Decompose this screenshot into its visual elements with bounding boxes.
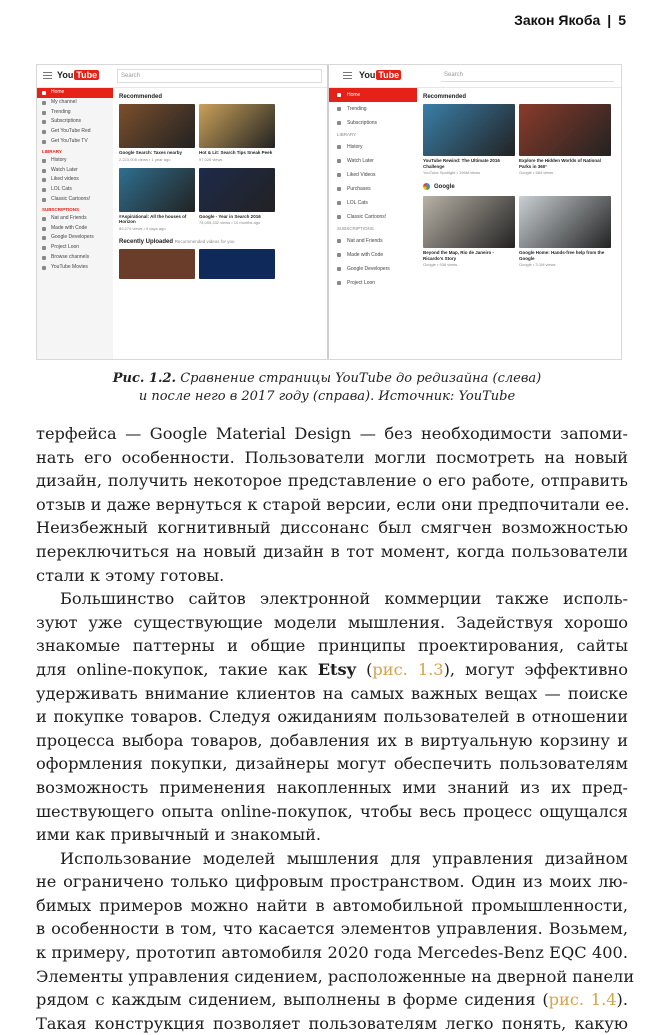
sidebar-item[interactable]: Project Loon: [329, 276, 417, 290]
video-card[interactable]: [519, 104, 611, 175]
new-youtube-screenshot: [329, 65, 621, 359]
sidebar-item[interactable]: LOL Cats: [329, 196, 417, 210]
video-card[interactable]: [423, 104, 515, 175]
text-line: дизайн, получить некоторое представление о его работе, отправить: [36, 471, 628, 491]
figure-caption: [0, 370, 654, 406]
recommended-heading: Recommended: [423, 94, 467, 100]
new-content: [421, 88, 617, 359]
video-meta: Google • 936 views: [423, 262, 458, 268]
sidebar-item[interactable]: Classic Cartoons!: [37, 195, 113, 205]
chapter-title: Закон Якоба: [514, 12, 601, 28]
subscriptions-heading: SUBSCRIPTIONS: [42, 206, 80, 212]
video-meta: 97,026 views: [199, 156, 223, 162]
youtube-logo: You Tube: [359, 70, 400, 80]
sidebar-item[interactable]: Liked Videos: [329, 168, 417, 182]
new-sidebar: [329, 88, 417, 359]
library-heading: LIBRARY: [337, 132, 357, 137]
sidebar-item[interactable]: Subscriptions: [329, 116, 417, 130]
sidebar-item[interactable]: Google Developers: [37, 233, 113, 243]
video-meta: 89,274 views • 9 days ago: [119, 225, 166, 231]
seat-line: рядом с каждым сидением, выполнены в форме сидения (рис. 1.4).: [36, 990, 628, 1010]
header-separator: |: [607, 12, 612, 28]
caption-label: Рис. 1.2.: [112, 371, 177, 386]
running-header: [514, 12, 626, 28]
sidebar-item[interactable]: Subscriptions: [37, 117, 113, 127]
text-line: стали к этому готовы.: [36, 565, 225, 585]
subscriptions-heading: SUBSCRIPTIONS: [337, 226, 374, 231]
sidebar-item[interactable]: History: [37, 156, 113, 166]
video-card[interactable]: [423, 196, 515, 267]
text-line: Неизбежный когнитивный диссонанс был смягчен возможностью: [36, 518, 628, 538]
sidebar-item[interactable]: Classic Cartoons!: [329, 210, 417, 224]
video-thumbnail: [423, 196, 515, 248]
paragraph-2: Большинство сайтов электронной коммерции также исполь- зуют уже существующие модели мышления. Задействуя хорошо знакомые паттерны и общие принципы проектирования, сайты для online-покупок, такие как Etsy (рис. 1.3), могут эффективно удерживать внимание клиентов на самых важных вещах — поиске и покупке товаров. Следуя ожиданиям пользователей в отношении процесса выбора товаров, добавления их в виртуальную корзину и оформления покупки, дизайнеры могут обеспечить пользователям возможность применения накопленных ими знаний из их пред- шествующего опыта online-покупок, чтобы весь процесс ощущался ими как привычный и знакомый.: [36, 589, 628, 845]
sidebar-item[interactable]: Get YouTube Red: [37, 127, 113, 137]
video-title: #Aspirational: All the houses of Horizon: [119, 213, 187, 224]
menu-icon: [343, 72, 352, 79]
video-thumbnail: [119, 168, 195, 212]
video-meta: 74,055,332 views • 10 months ago: [199, 220, 261, 225]
sidebar-item[interactable]: Purchases: [329, 182, 417, 196]
video-meta: Google • 3.1M views: [519, 262, 556, 268]
search-input: Search: [117, 69, 322, 83]
video-thumbnail: [119, 104, 195, 148]
sidebar-item[interactable]: Project Loon: [37, 243, 113, 253]
new-topbar: [329, 65, 621, 88]
search-input: Search: [441, 69, 614, 82]
video-thumbnail: [519, 196, 611, 248]
caption-line2: и после него в 2017 году (справа). Источник: YouTube: [138, 389, 516, 404]
google-icon: [423, 183, 430, 190]
body-text: [36, 422, 635, 1035]
old-youtube-screenshot: [37, 65, 329, 359]
page-number: 5: [618, 12, 626, 28]
text-line: терфейса — Google Material Design — без необходимости запоми-: [36, 424, 628, 443]
figure-ref-1-3[interactable]: рис. 1.3: [372, 659, 444, 679]
sidebar-item[interactable]: Home: [37, 88, 113, 98]
etsy-link: Etsy: [317, 659, 357, 679]
video-title: Explore the Hidden Worlds of National Parks in 360°: [519, 158, 601, 169]
video-title: Google Search: Taxes nearby: [119, 150, 182, 155]
menu-icon: [43, 72, 52, 79]
recommended-heading: Recommended: [119, 94, 163, 100]
sidebar-item[interactable]: Trending: [329, 102, 417, 116]
sidebar-item[interactable]: Trending: [37, 108, 113, 118]
youtube-logo: You Tube: [57, 70, 98, 80]
video-thumbnail: [199, 168, 275, 212]
paragraph-1: [36, 422, 628, 587]
caption-line1: Сравнение страницы YouTube до редизайна (слева): [180, 371, 542, 386]
sidebar-item[interactable]: Nat and Friends: [37, 214, 113, 224]
video-meta: Google • 584 views: [519, 170, 554, 175]
sidebar-item[interactable]: Made with Code: [37, 224, 113, 234]
video-meta: YouTube Spotlight • 196M views: [423, 170, 481, 175]
sidebar-item[interactable]: Nat and Friends: [329, 234, 417, 248]
sidebar-item[interactable]: History: [329, 140, 417, 154]
video-card[interactable]: [519, 196, 611, 267]
video-thumbnail: [199, 104, 275, 148]
sidebar-item[interactable]: My channel: [37, 98, 113, 108]
figure-youtube-comparison: [36, 64, 622, 360]
video-title: Hot & Lit: Search Tips Sneak Peek: [199, 150, 273, 155]
etsy-line: для online-покупок, такие как Etsy (рис. 1.3), могут эффективно: [36, 659, 628, 679]
video-title: Beyond the Map, Rio de Janeiro - Ricardo's Story: [423, 250, 495, 261]
sidebar-item[interactable]: Google Developers: [329, 262, 417, 276]
sidebar-item[interactable]: Home: [329, 88, 417, 102]
video-card[interactable]: [119, 104, 195, 162]
video-thumbnail: [423, 104, 515, 156]
video-card[interactable]: [119, 168, 195, 231]
text-line: отзыв и даже вернуться к старой версии, если они предпочитали ее.: [36, 494, 630, 514]
sidebar-item[interactable]: Watch Later: [37, 166, 113, 176]
text-line: переключиться на новый дизайн в тот момент, когда пользователи: [36, 541, 628, 561]
sidebar-item[interactable]: YouTube Movies: [37, 263, 113, 273]
video-card[interactable]: [199, 168, 275, 231]
recent-thumbs: [119, 249, 323, 279]
video-title: Google Home: Hands-free help from the Google: [519, 250, 605, 261]
sidebar-item[interactable]: Made with Code: [329, 248, 417, 262]
recently-uploaded-heading: Recently Uploaded Recommended videos for you: [119, 238, 235, 245]
video-title: Google - Year in Search 2016: [199, 213, 261, 219]
text-line: нать его особенности. Пользователи могли посмотреть на новый: [36, 447, 628, 467]
old-content: [117, 88, 323, 359]
paragraph-3: Использование моделей мышления для управления дизайном не ограничено только цифровым пространством. Один из моих лю- бимых примеров можно найти в автомобильной промышленности, в особенности в том, что касается элементов управления. Возьмем, к примеру, прототип автомобиля 2020 года Mercedes-Benz EQC 400. Элементы управления сидением, расположенные на дверной панели рядом с каждым сидением, выполнены в форме сидения (рис. 1.4). Такая конструкция позволяет пользователям легко понять, какую: [36, 848, 635, 1033]
google-section-heading: Google: [423, 183, 617, 190]
sidebar-item[interactable]: Watch Later: [329, 154, 417, 168]
video-title: YouTube Rewind: The Ultimate 2016 Challenge: [423, 158, 500, 169]
library-heading: LIBRARY: [42, 148, 62, 154]
old-sidebar: [37, 88, 113, 359]
video-card[interactable]: [199, 104, 275, 162]
sidebar-item[interactable]: Get YouTube TV: [37, 137, 113, 147]
video-thumbnail: [519, 104, 611, 156]
figure-ref-1-4[interactable]: рис. 1.4: [548, 990, 617, 1010]
sidebar-item[interactable]: Browse channels: [37, 253, 113, 263]
sidebar-item[interactable]: Liked videos: [37, 175, 113, 185]
sidebar-item[interactable]: LOL Cats: [37, 185, 113, 195]
video-meta: 2,223,008 views • 1 year ago: [119, 156, 171, 162]
old-topbar: [37, 65, 327, 88]
